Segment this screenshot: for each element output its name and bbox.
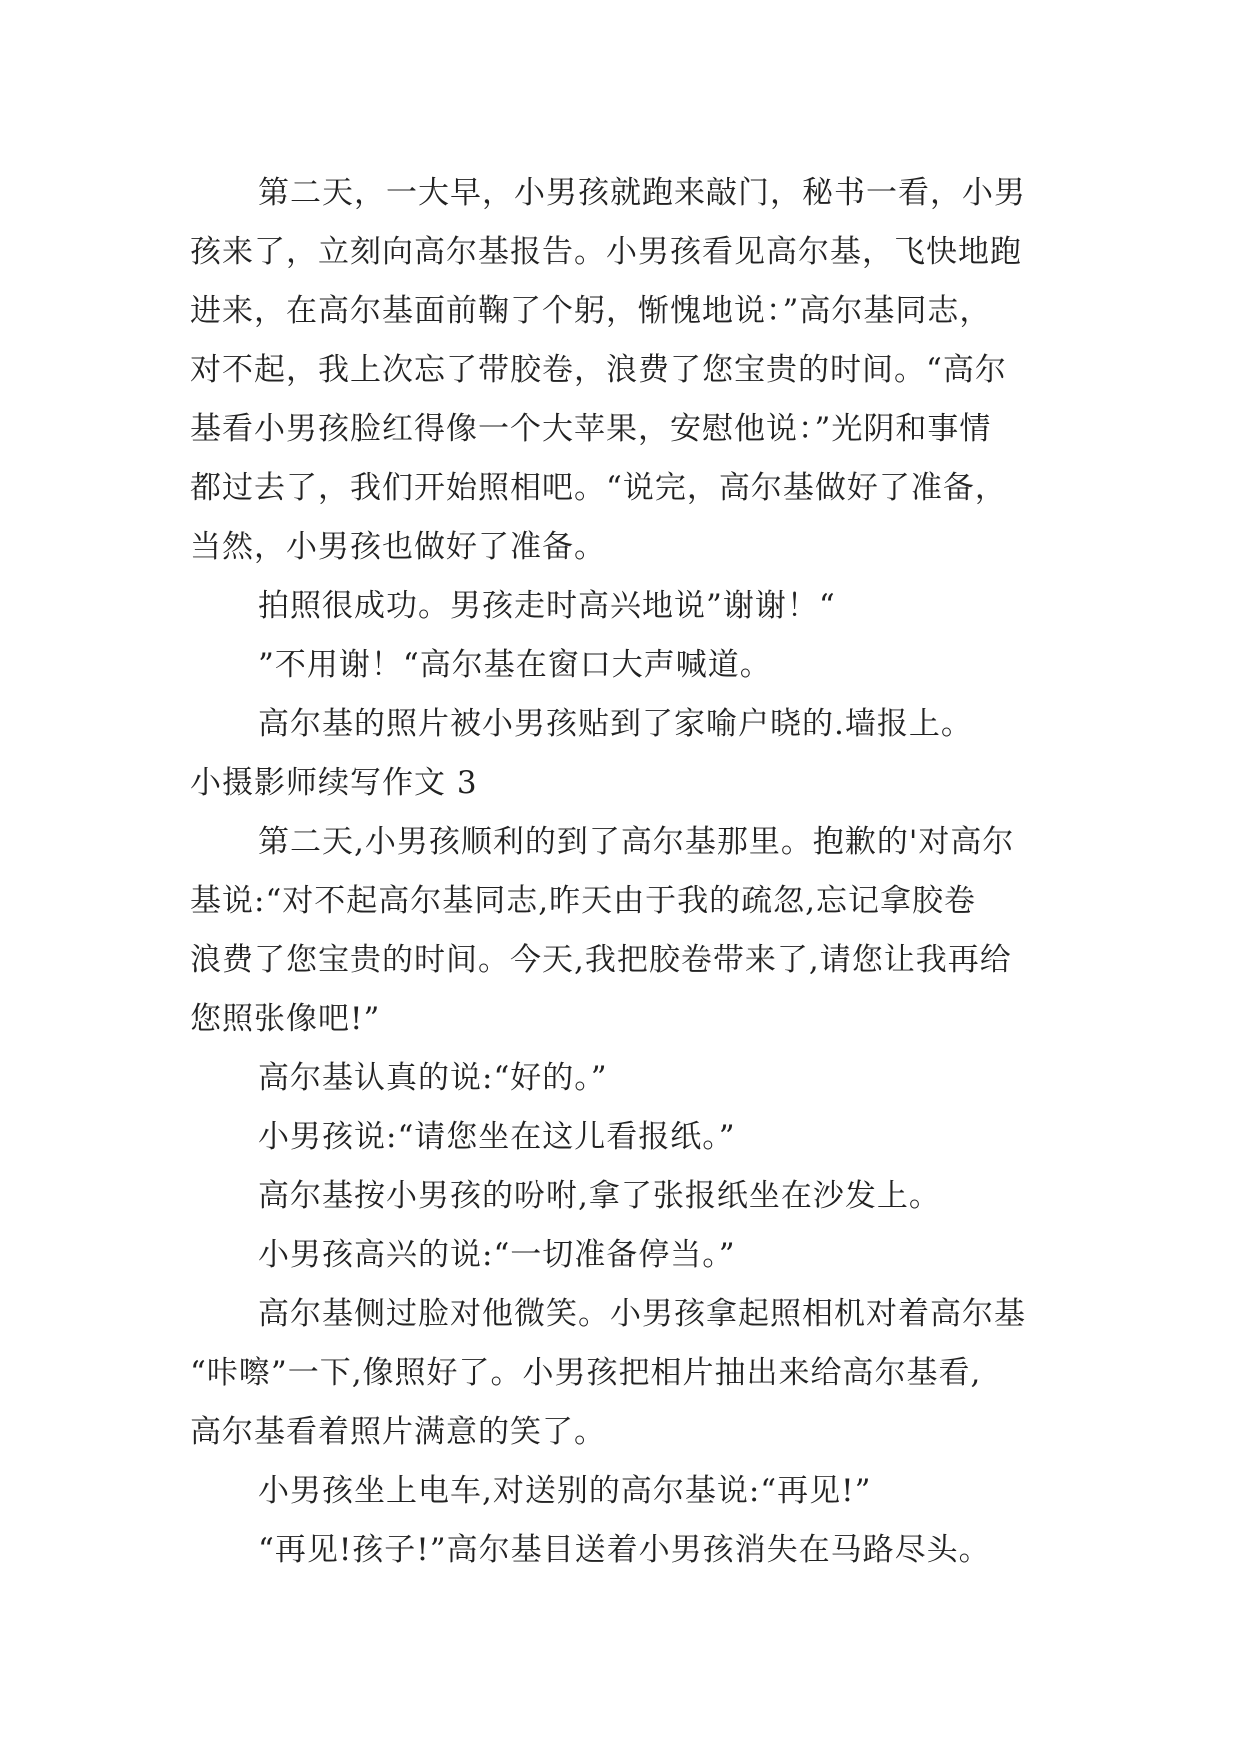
paragraph-line: 高尔基看着照片满意的笑了。 — [190, 1414, 606, 1450]
paragraph-line: 小男孩坐上电车,对送别的高尔基说:“再见!” — [258, 1473, 872, 1509]
paragraph-line: 小男孩高兴的说:“一切准备停当。” — [258, 1237, 736, 1273]
paragraph-line: 进来，在高尔基面前鞠了个躬，惭愧地说：”高尔基同志， — [190, 293, 992, 329]
section-heading: 小摄影师续写作文 3 — [190, 765, 478, 801]
paragraph-line: “再见!孩子!”高尔基目送着小男孩消失在马路尽头。 — [258, 1532, 991, 1568]
paragraph-line: “咔嚓”一下,像照好了。小男孩把相片抽出来给高尔基看, — [190, 1355, 982, 1391]
paragraph-line: 第二天,小男孩顺利的到了高尔基那里。抱歉的'对高尔 — [258, 824, 1015, 860]
paragraph-line: 都过去了，我们开始照相吧。“说完，高尔基做好了准备， — [190, 470, 1007, 506]
paragraph-line: 当然，小男孩也做好了准备。 — [190, 529, 606, 565]
paragraph-line: 高尔基侧过脸对他微笑。小男孩拿起照相机对着高尔基 — [258, 1296, 1026, 1332]
paragraph-line: 对不起，我上次忘了带胶卷，浪费了您宝贵的时间。“高尔 — [190, 352, 1007, 388]
paragraph-line: 高尔基的照片被小男孩贴到了家喻户晓的.墙报上。 — [258, 706, 973, 742]
paragraph-line: ”不用谢！“高尔基在窗口大声喊道。 — [258, 647, 772, 683]
paragraph-line: 高尔基认真的说:“好的。” — [258, 1060, 608, 1096]
paragraph-line: 高尔基按小男孩的吩咐,拿了张报纸坐在沙发上。 — [258, 1178, 941, 1214]
paragraph-line: 基说:“对不起高尔基同志,昨天由于我的疏忽,忘记拿胶卷 — [190, 883, 976, 919]
paragraph-line: 浪费了您宝贵的时间。今天,我把胶卷带来了,请您让我再给 — [190, 942, 1012, 978]
paragraph-line: 基看小男孩脸红得像一个大苹果，安慰他说：”光阴和事情 — [190, 411, 992, 447]
paragraph-line: 第二天，一大早，小男孩就跑来敲门，秘书一看，小男 — [258, 175, 1026, 211]
paragraph-line: 孩来了，立刻向高尔基报告。小男孩看见高尔基，飞快地跑 — [190, 234, 1022, 270]
paragraph-line: 拍照很成功。男孩走时高兴地说”谢谢！“ — [258, 588, 836, 624]
paragraph-line: 小男孩说:“请您坐在这儿看报纸。” — [258, 1119, 736, 1155]
paragraph-line: 您照张像吧!” — [190, 1001, 381, 1037]
document-page — [190, 164, 1090, 1580]
